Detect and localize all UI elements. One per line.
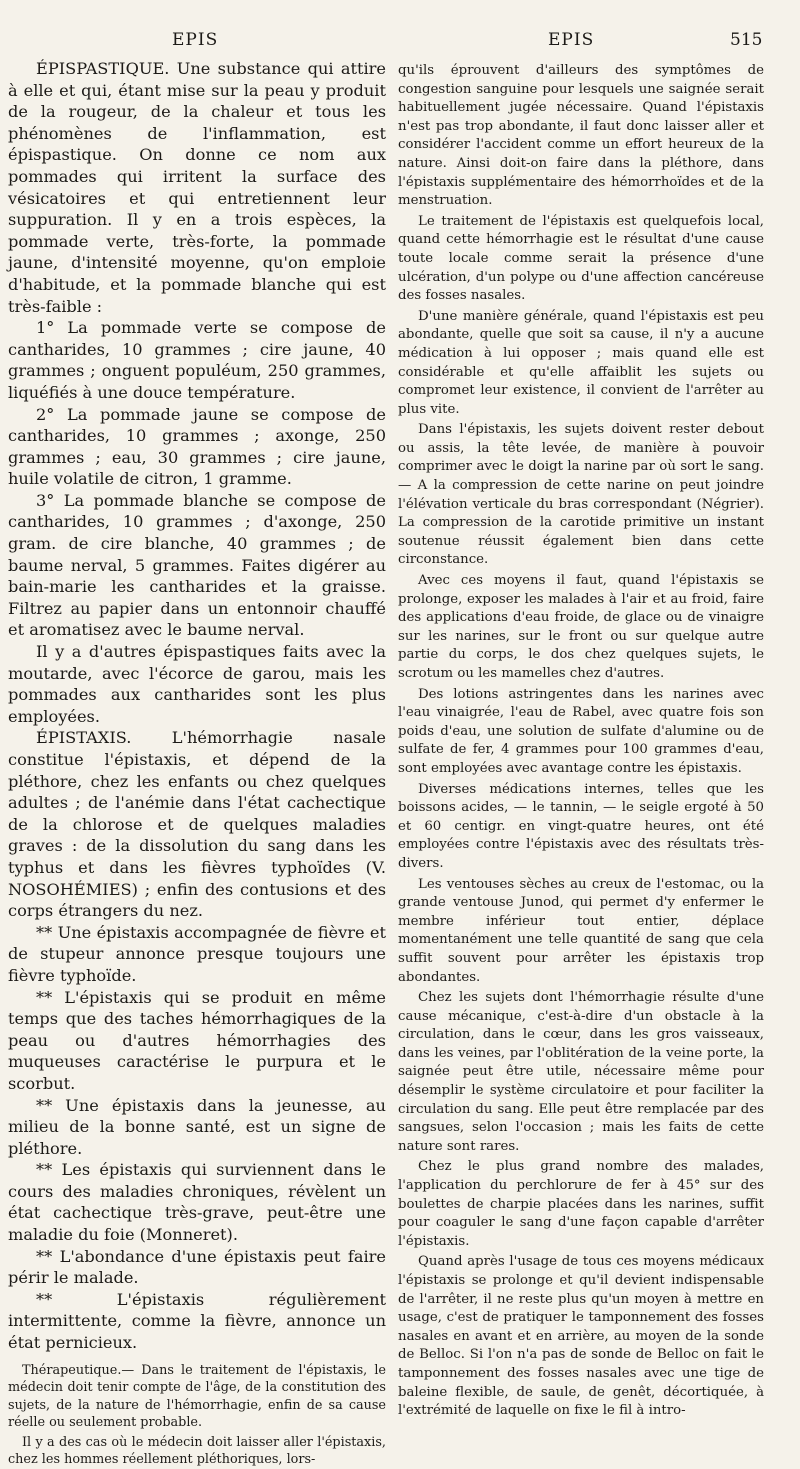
paragraph-note-jeunesse: ** Une épistaxis dans la jeunesse, au milieu de la bonne santé, est un signe de pléthore.: [8, 1095, 386, 1158]
paragraph-pommade-verte: 1° La pommade verte se compose de cantharides, 10 grammes ; cire jaune, 40 grammes ; onguent populéum, 250 grammes, liquéfiés à une douce température.: [8, 318, 386, 402]
paragraph-therapeutique: Thérapeutique.— Dans le traitement de l'épistaxis, le médecin doit tenir compte de l'âge, de la constitution des sujets, de la nature de l'hémorrhagie, enfin de sa cause réelle ou seulement probable.: [8, 1362, 386, 1431]
paragraph-traitement-local: Le traitement de l'épistaxis est quelquefois local, quand cette hémorrhagie est le résultat d'une cause toute locale comme serait la présence d'une ulcération, d'un polype ou d'une affection cancéreuse des fosses nasales.: [398, 213, 764, 304]
paragraph-note-chroniques: ** Les épistaxis qui surviennent dans le cours des maladies chroniques, révèlent un état cachectique très-grave, peut-être une maladie du foie (Monneret).: [8, 1160, 386, 1245]
page-number: 515: [730, 30, 763, 50]
paragraph-autres-epispastiques: Il y a d'autres épispastiques faits avec la moutarde, avec l'écorce de garou, mais les pommades aux cantharides sont les plus employées.: [8, 642, 386, 726]
right-column: [398, 62, 764, 1423]
paragraph-cause-mecanique: Chez les sujets dont l'hémorrhagie résulte d'une cause mécanique, c'est-à-dire d'un obstacle à la circulation, dans le cœur, dans les gros vaisseaux, dans les veines, par l'oblitération de la veine porte, la saignée peut être utile, nécessaire même pour désemplir le système circulatoire et pour faciliter la circulation du sang. Elle peut être remplacée par des sangsues, selon l'occasion ; mais les faits de cette nature sont rares.: [398, 990, 764, 1154]
paragraph-note-fievre: ** Une épistaxis accompagnée de fièvre et de stupeur annonce presque toujours une fièvre typhoïde.: [8, 922, 386, 985]
paragraph-epispastique: ÉPISPASTIQUE. Une substance qui attire à elle et qui, étant mise sur la peau y produit de la rougeur, de la chaleur et tous les phénomènes de l'inflammation, est épispastique. On donne ce nom aux pommades qui irritent la surface des vésicatoires et qui entretiennent leur suppuration. Il y en a trois espèces, la pommade verte, très-forte, la pommade jaune, d'intensité moyenne, qu'on emploie d'habitude, et la pommade blanche qui est très-faible :: [8, 59, 386, 316]
paragraph-compression: Dans l'épistaxis, les sujets doivent rester debout ou assis, la tête levée, de manière à pouvoir comprimer avec le doigt la narine par où sort le sang. — A la compression de cette narine on peut joindre l'élévation verticale du bras correspondant (Négrier). La compression de la carotide primitive un instant soutenue réussit également bien dans cette circonstance.: [398, 422, 764, 568]
paragraph-pommade-jaune: 2° La pommade jaune se compose de cantharides, 10 grammes ; axonge, 250 grammes ; eau, 30 grammes ; cire jaune, huile volatile de citron, 1 gramme.: [8, 404, 386, 489]
right-running-title: EPIS: [548, 30, 595, 50]
paragraph-tamponnement: Quand après l'usage de tous ces moyens médicaux l'épistaxis se prolonge et qu'il devient indispensable de l'arrêter, il ne reste plus qu'un moyen à mettre en usage, c'est de pratiquer le tamponnement des fosses nasales en avant et en arrière, au moyen de la sonde de Belloc. Si l'on n'a pas de sonde de Belloc on fait le tamponnement des fosses nasales avec une tige de baleine flexible, de saule, de genêt, décortiquée, à l'extrémité de laquelle on fixe le fil à intro-: [398, 1254, 764, 1419]
paragraph-maniere-generale: D'une manière générale, quand l'épistaxis est peu abondante, quelle que soit sa cause, il n'y a aucune médication à lui opposer ; mais quand elle est considérable et qu'elle affaiblit les sujets ou compromet leur existence, il convient de l'arrêter au plus vite.: [398, 308, 764, 417]
paragraph-pommade-blanche: 3° La pommade blanche se compose de cantharides, 10 grammes ; d'axonge, 250 gram. de cire blanche, 40 grammes ; de baume nerval, 5 grammes. Faites digérer au bain-marie les cantharides et la graisse. Filtrez au papier dans un entonnoir chauffé et aromatisez avec le baume nerval.: [8, 490, 386, 640]
left-column: [8, 58, 386, 1469]
paragraph-laisser-aller: Il y a des cas où le médecin doit laisser aller l'épistaxis, chez les hommes réellement pléthoriques, lors-: [8, 1434, 386, 1468]
paragraph-note-intermittente: ** L'épistaxis régulièrement intermittente, comme la fièvre, annonce un état pernicieux.: [8, 1289, 386, 1353]
paragraph-epistaxis: ÉPISTAXIS. L'hémorrhagie nasale constitue l'épistaxis, et dépend de la pléthore, chez les enfants ou chez quelques adultes ; de l'anémie dans l'état cachectique de la chlorose et de quelques maladies graves : de la dissolution du sang dans les typhus et dans les fièvres typhoïdes (V. NOSOHÉMIES) ; enfin des contusions et des corps étrangers du nez.: [8, 728, 386, 921]
paragraph-medications-internes: Diverses médications internes, telles que les boissons acides, — le tannin, — le seigle ergoté à 50 et 60 centigr. en vingt-quatre heures, ont été employées contre l'épistaxis avec des résultats très-divers.: [398, 781, 764, 871]
left-running-title: EPIS: [172, 30, 219, 50]
paragraph-continuation: qu'ils éprouvent d'ailleurs des symptômes de congestion sanguine pour lesquels une saignée serait habituellement jugée nécessaire. Quand l'épistaxis n'est pas trop abondante, il faut donc laisser aller et considérer l'accident comme un effort heureux de la nature. Ainsi doit-on faire dans la pléthore, dans l'épistaxis supplémentaire des hémorrhoïdes et de la menstruation.: [398, 63, 764, 209]
running-header: [0, 22, 800, 52]
paragraph-perchlorure: Chez le plus grand nombre des malades, l'application du perchlorure de fer à 45° sur des boulettes de charpie placées dans les narines, suffit pour coaguler le sang d'une façon capable d'arrêter l'épistaxis.: [398, 1159, 764, 1249]
paragraph-note-abondance: ** L'abondance d'une épistaxis peut faire périr le malade.: [8, 1246, 386, 1288]
paragraph-froid: Avec ces moyens il faut, quand l'épistaxis se prolonge, exposer les malades à l'air et au froid, faire des applications d'eau froide, de glace ou de vinaigre sur les narines, sur le front ou sur quelque autre partie du corps, le dos chez quelques sujets, le scrotum ou les mamelles chez d'autres.: [398, 573, 764, 681]
paragraph-lotions: Des lotions astringentes dans les narines avec l'eau vinaigrée, l'eau de Rabel, avec quatre fois son poids d'eau, une solution de sulfate d'alumine ou de sulfate de fer, 4 grammes pour 100 grammes d'eau, sont employées avec avantage contre les épistaxis.: [398, 686, 764, 776]
paragraph-ventouses: Les ventouses sèches au creux de l'estomac, ou la grande ventouse Junod, qui permet d'y enfermer le membre inférieur tout entier, déplace momentanément une telle quantité de sang que cela suffit souvent pour arrêter les épistaxis trop abondantes.: [398, 876, 764, 985]
paragraph-note-purpura: ** L'épistaxis qui se produit en même temps que des taches hémorrhagiques de la peau ou d'autres hémorrhagies des muqueuses caractérise le purpura et le scorbut.: [8, 987, 386, 1093]
